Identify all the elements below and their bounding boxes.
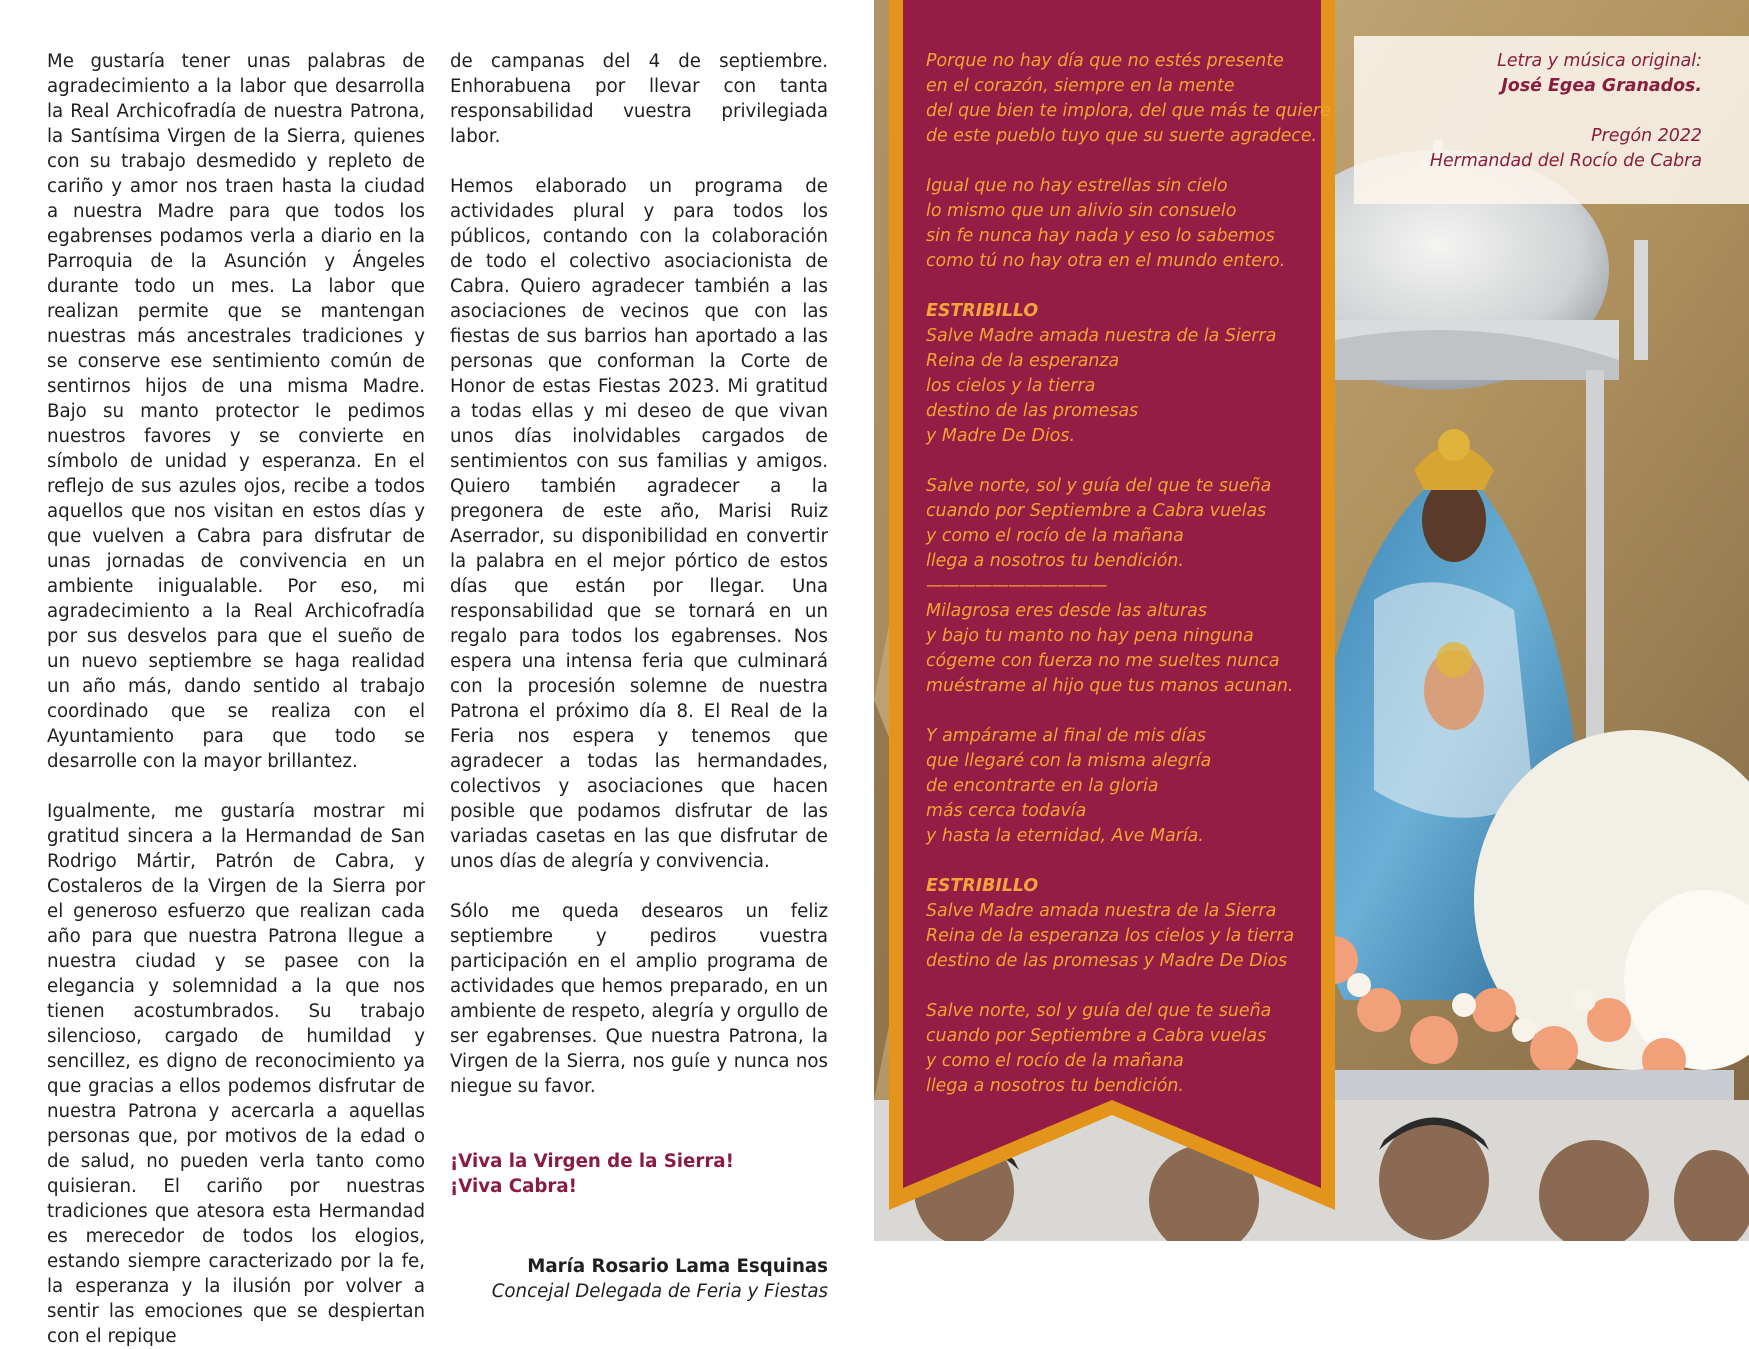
paragraph: Me gustaría tener unas palabras de agradecimiento a la labor que desarrolla la Real Archicofradía de nuestra Patrona, la Santísima Virgen de la Sierra, quienes con su trabajo desmedido y repleto de cariño y amor nos traen hasta la ciudad a nuestra Madre para que todos los egabrenses podamos verla a diario en la Parroquia de la Asunción y Ángeles durante todo un mes. La labor que realizan permite que se mantengan nuestras más ancestrales tradiciones y se conserve ese sentimiento común de sentirnos hijos de una misma Madre. Bajo su manto protector le pedimos nuestros favores y se convierte en símbolo de unidad y esperanza. En el reflejo de sus azules ojos, recibe a todos aquellos que nos visitan en estos días y que vuelven a Cabra para disfrutar de unas jornadas de convivencia en un ambiente inigualable. Por eso, mi agradecimiento a la Real Archicofradía por sus desvelos para que el sueño de un nuevo septiembre se haga realidad un año más, dando sentido al trabajo coordinado que se realiza con el Ayuntamiento para que todo se desarrolle con la mayor brillantez. bbox=[47, 51, 425, 772]
signature bbox=[450, 1254, 828, 1304]
viva-virgen: ¡Viva la Virgen de la Sierra! bbox=[450, 1151, 734, 1172]
lyric-line: lo mismo que un alivio sin consuelo bbox=[926, 201, 1237, 221]
lyric-line: cuando por Septiembre a Cabra vuelas bbox=[926, 1026, 1267, 1046]
stanza bbox=[926, 174, 1326, 274]
lyric-line: Salve Madre amada nuestra de la Sierra bbox=[926, 901, 1277, 921]
lyric-line: muéstrame al hijo que tus manos acunan. bbox=[926, 676, 1294, 696]
lyric-line: en el corazón, siempre en la mente bbox=[926, 76, 1235, 96]
lyric-line: Salve norte, sol y guía del que te sueña bbox=[926, 1001, 1272, 1021]
signature-name: María Rosario Lama Esquinas bbox=[527, 1256, 828, 1277]
lyric-line: como tú no hay otra en el mundo entero. bbox=[926, 251, 1286, 271]
song-lyrics bbox=[926, 49, 1331, 1124]
stanza bbox=[926, 999, 1326, 1099]
lyric-line: de encontrarte en la gloria bbox=[926, 776, 1159, 796]
lyric-line: llega a nosotros tu bendición. bbox=[926, 551, 1184, 571]
text-column-left bbox=[47, 49, 425, 1349]
separator-line: ——————————— bbox=[926, 576, 1107, 596]
lyric-line: Salve norte, sol y guía del que te sueña bbox=[926, 476, 1272, 496]
lyric-line: y bajo tu manto no hay pena ninguna bbox=[926, 626, 1254, 646]
paragraph: de campanas del 4 de septiembre. Enhorabuena por llevar con tanta responsabilidad vuestra privilegiada labor. bbox=[450, 51, 828, 147]
credit-line: Hermandad del Rocío de Cabra bbox=[1429, 151, 1702, 171]
paragraph: Sólo me queda desearos un feliz septiembre y pediros vuestra participación en el amplio programa de actividades que hemos preparado, en un ambiente de respeto, alegría y orgullo de ser egabrenses. Que nuestra Patrona, la Virgen de la Sierra, nos guíe y nunca nos niegue su favor. bbox=[450, 901, 828, 1097]
paragraph: Igualmente, me gustaría mostrar mi gratitud sincera a la Hermandad de San Rodrigo Mártir, Patrón de Cabra, y Costaleros de la Virgen de la Sierra por el generoso esfuerzo que realizan cada año para que nuestra Patrona llegue a nuestra ciudad y se pasee con la elegancia y solemnidad a la que nos tienen acostumbrados. Su trabajo silencioso, cargado de humildad y sencillez, es digno de reconocimiento ya que gracias a ellos podemos disfrutar de nuestra Patrona y acercarla a aquellas personas que, por motivos de la edad o de salud, no pueden verla tanto como quisieran. El cariño por nuestras tradiciones que atesora esta Hermandad es merecedor de todos los elogios, estando siempre caracterizado por la fe, la esperanza y la ilusión por volver a sentir las emociones que se despiertan con el repique bbox=[47, 801, 425, 1347]
text-column-right bbox=[450, 49, 828, 1304]
lyric-line: cógeme con fuerza no me sueltes nunca bbox=[926, 651, 1280, 671]
lyric-line: destino de las promesas y Madre De Dios bbox=[926, 951, 1288, 971]
lyric-line: Reina de la esperanza bbox=[926, 351, 1120, 371]
lyric-line: Salve Madre amada nuestra de la Sierra bbox=[926, 326, 1277, 346]
lyric-line: Porque no hay día que no estés presente bbox=[926, 51, 1284, 71]
credit-author: José Egea Granados. bbox=[1501, 76, 1702, 96]
lyric-line: del que bien te implora, del que más te quiere bbox=[926, 101, 1331, 121]
lyric-line: y Madre De Dios. bbox=[926, 426, 1075, 446]
paragraph: Hemos elaborado un programa de actividades plural y para todos los públicos, contando con la colaboración de todo el colectivo asociacionista de Cabra. Quiero agradecer también a las asociaciones de vecinos que con las fiestas de sus barrios han aportado a las personas que conforman la Corte de Honor de estas Fiestas 2023. Mi gratitud a todas ellas y mi deseo de que vivan unos días inolvidables cargados de sentimientos con sus familias y amigos. Quiero también agradecer a la pregonera de este año, Marisi Ruiz Aserrador, su disponibilidad en convertir la palabra en el mejor pórtico de estos días que están por llegar. Una responsabilidad que se tornará en un regalo para todos los egabrenses. Nos espera una intensa feria que culminará con la procesión solemne de nuestra Patrona el próximo día 8. El Real de la Feria nos espera y tenemos que agradecer a todas las hermandades, colectivos y asociaciones que hacen posible que podamos disfrutar de las variadas casetas en las que disfrutar de unos días de alegría y convivencia. bbox=[450, 176, 828, 872]
lyric-line: más cerca todavía bbox=[926, 801, 1087, 821]
left-page bbox=[0, 0, 874, 1347]
lyric-line: destino de las promesas bbox=[926, 401, 1139, 421]
stanza bbox=[926, 724, 1326, 849]
viva-cabra: ¡Viva Cabra! bbox=[450, 1176, 577, 1197]
lyric-line: que llegaré con la misma alegría bbox=[926, 751, 1212, 771]
lyric-line: y como el rocío de la mañana bbox=[926, 1051, 1184, 1071]
lyric-line: cuando por Septiembre a Cabra vuelas bbox=[926, 501, 1267, 521]
stanza bbox=[926, 874, 1326, 974]
signature-role: Concejal Delegada de Feria y Fiestas bbox=[491, 1281, 828, 1302]
refrain-label: ESTRIBILLO bbox=[926, 301, 1039, 321]
stanza bbox=[926, 599, 1326, 699]
lyric-line: de este pueblo tuyo que su suerte agradece. bbox=[926, 126, 1318, 146]
credit-line: Pregón 2022 bbox=[1591, 126, 1702, 146]
lyric-line: los cielos y la tierra bbox=[926, 376, 1096, 396]
lyric-line: Igual que no hay estrellas sin cielo bbox=[926, 176, 1228, 196]
lyric-line: y como el rocío de la mañana bbox=[926, 526, 1184, 546]
credit-text bbox=[1430, 49, 1702, 174]
lyric-line: Reina de la esperanza los cielos y la tierra bbox=[926, 926, 1295, 946]
lyric-line: y hasta la eternidad, Ave María. bbox=[926, 826, 1204, 846]
stanza bbox=[926, 49, 1331, 149]
lyric-line: Milagrosa eres desde las alturas bbox=[926, 601, 1207, 621]
refrain-label: ESTRIBILLO bbox=[926, 876, 1039, 896]
stanza bbox=[926, 299, 1326, 449]
credit-line: Letra y música original: bbox=[1497, 51, 1702, 71]
lyric-line: llega a nosotros tu bendición. bbox=[926, 1076, 1184, 1096]
lyric-line: sin fe nunca hay nada y eso lo sabemos bbox=[926, 226, 1275, 246]
stanza bbox=[926, 474, 1326, 599]
lyric-line: Y ampárame al final de mis días bbox=[926, 726, 1206, 746]
